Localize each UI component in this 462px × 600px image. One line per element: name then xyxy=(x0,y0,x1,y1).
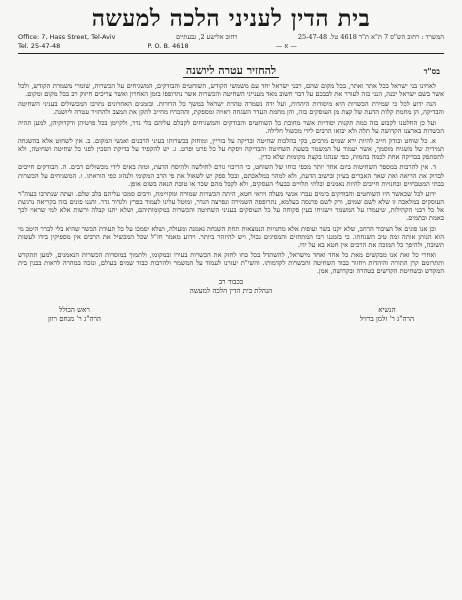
signature-block xyxy=(360,306,414,324)
bsd-mark: בס"ד xyxy=(423,66,440,76)
paragraph: ועל כן החלטנו לקבוע בזה כמה תקנות יסודיות אשר מחובת כל השוחטים והבודקים והמשגיחים לקבלם עליהם בלי נדר, ולקיימן בכל פרטיהן ודקדוקיהן, למען תהיה הכשרות בארצנו הקדושה על תלה ולא יבואו הרבים לידי מכשול חלילה. xyxy=(18,118,444,135)
paragraph: ואחרי כל זאת אנו מבקשים מאת כל אחד ואחד מישראל, להשתדל בכל כחו לחזק את הכשרות בעירו ובמקומו, ולתמוך במוסדות הכשרות הנאמנים, למען תתקדש ותתרומם קרן התורה והיהדות ויחזור כבוד השחיטה והכשרות לקדמותו. והשי"ת יעזרנו לעמוד על המשמר ולהרבות כבוד שמים בעולם, ונזכה במהרה לראות בבנין בית המקדש ובשחיטת הקדשים בטהרה ובקדושה, אמן. xyxy=(18,250,444,276)
signature-role: הנשיא xyxy=(378,306,396,315)
signatures xyxy=(18,306,444,324)
date-line: — א — xyxy=(275,42,297,50)
closing xyxy=(18,278,444,296)
address-row xyxy=(18,33,444,41)
signature-name: הרה"ג ר' מנחם רוזן xyxy=(48,315,101,324)
letterhead xyxy=(18,6,444,54)
closing-greeting: בכבוד רב xyxy=(218,278,244,287)
office-address-he: המשרד : רחוב הש"ס 7 ת"א ת"ד 4618 טל. 25-47-48 xyxy=(297,33,444,41)
letter-body xyxy=(18,82,444,275)
paragraph: לאחינו בני ישראל בכל אתר ואתר, בכל מקום שהם, רבני ישראל יחד עם משמשי הקודש, השוחטים והבודקים, המשגיחים על הכשרות, שומרי משמרת הקודש, ולכל אשר בשם ישראל יכנה, הנני בזה לעורר את לבבכם על דבר חשוב מאד מענייני השחיטה והכשרות אשר נתרופפו בזמן האחרון ואשר צריכים חיזוק רב בכל מקום ומקום. xyxy=(18,82,444,99)
contact-row xyxy=(18,42,444,50)
document-title-text: להחזיר עטרה ליושנה xyxy=(183,64,279,78)
paragraph: הנה ידוע לכל כי שמירת הכשרות היא מיסודות היהדות, ועל ידה נשמרה טהרת ישראל במשך כל הדורות. ובזמנים האחרונים נתרבו המכשולים בעניני השחיטה והבדיקה, הן מחמת קלות הדעת של קצת מן העוסקים בזה, והן מחמת העדר השגחה ראויה ומספקת, וההכרח מחייב לתקן את המצב ולהחזיר עטרה ליושנה. xyxy=(18,100,444,117)
residence-address-he: רחוב אלישע 2, גבעתיים xyxy=(175,33,238,41)
document-title xyxy=(18,64,444,77)
phone-en: Tel. 25-47-48 xyxy=(18,42,61,50)
letterhead-title: בית הדין לעניני הלכה למעשה xyxy=(91,5,371,32)
letterhead-divider xyxy=(18,53,444,54)
signature-name: הרה"ג ר' זלמן ברזיל xyxy=(359,315,414,324)
closing-org: הנהלת בית הדין הלכה למעשה xyxy=(189,287,273,296)
paragraph: ד. אין להרבות במספר השחיטות ביום אחד יותר מכפי כוחו של השוחט, כי הריבוי גורם לחולשה ולהיסח הדעת, ומזה באים לידי מכשולים רבים. ה. הבודקים חייבים לבדוק את הריאה ואת שאר האברים בעיון ובישוב הדעת, ולא למהר במלאכתם, ובכל ספק יש לשאול את פי הרב המקומי ולנהוג כפי הוראתו. ו. המשגיחים על הכשרות בבתי המטבחיים ובחנויות חייבים להיות נאמנים ובלתי תלויים בבעלי העסקים, ולא לקבל מהם שכר או טובת הנאה בשום אופן. xyxy=(18,163,444,188)
office-address-en: Office: 7, Hass Street, Tel-Aviv xyxy=(18,33,116,41)
po-box-en: P. O. B. 4618 xyxy=(147,42,189,50)
signature-block xyxy=(48,306,101,324)
paragraph: ידוע לכל שכאשר היו השוחטים והבודקים בימים עברו אנשי מעלה ויראי חטא, היתה הכשרות שמורה ומקויימת, ורבים סמכו עליהם בלב שלם. ועתה שנתרבו בעוה"ר העוסקים במלאכה זו שלא לשם שמים, ורק לשם פרנסה בעלמא, נתרופפה השמירה ונפרצה הגדר, ומוטל עלינו לעמוד בפרץ ולגדור גדר. והננו פונים בזה בקריאה נרגשת אל כל רבני הקהילות, שיעמדו על המשמר וישגיחו בעין פקוחה על כל העוסקים בעניני השחיטה והכשרות במקומותיהם, ושלא יתנו קבלה ורשות אלא למי שראוי לכך באמת ובתמים. xyxy=(18,189,444,223)
paragraph: א. כל שוחט ובודק חייב להיות ירא שמים מרבים, בקי בהלכות שחיטה ובדיקה על בוריין, ומוחזק בכשרותו בעיני הרבנים ואנשי המקום. ב. אין לשחוט אלא בהשגחה תמידית של משגיח מוסמך, אשר יעמוד על המשמר בשעת השחיטה והבדיקה ויפקח על כל פרט ופרט. ג. יש להקפיד על בדיקת הסכין לפני כל שחיטה ושחיטה, ולא להסתפק בבדיקה אחת לכמה בהמות, כפי שנהגו בקצת מקומות שלא כדין. xyxy=(18,136,444,162)
paragraph: וכן אנו פונים אל הציבור הרחב, שלא יקנו בשר ועופות אלא מחנויות הנמצאות תחת השגחה נאמנה ומעולה, ושלא יסמכו על כל תעודת הכשר שהיא בלי לברר היטב מי הוא הנותן אותה ומה טיב השגחתו. כי בזמננו רבו המתחזים והמסיגים גבול, ויש להיזהר ביותר. וידוע מאמר חז"ל שכל המכשיל את הרבים אין מספיקין בידו לעשות תשובה, ולהיפך כל המזכה את הרבים אין חטא בא על ידו. xyxy=(18,224,444,249)
signature-role: ראש הכולל xyxy=(59,306,90,315)
